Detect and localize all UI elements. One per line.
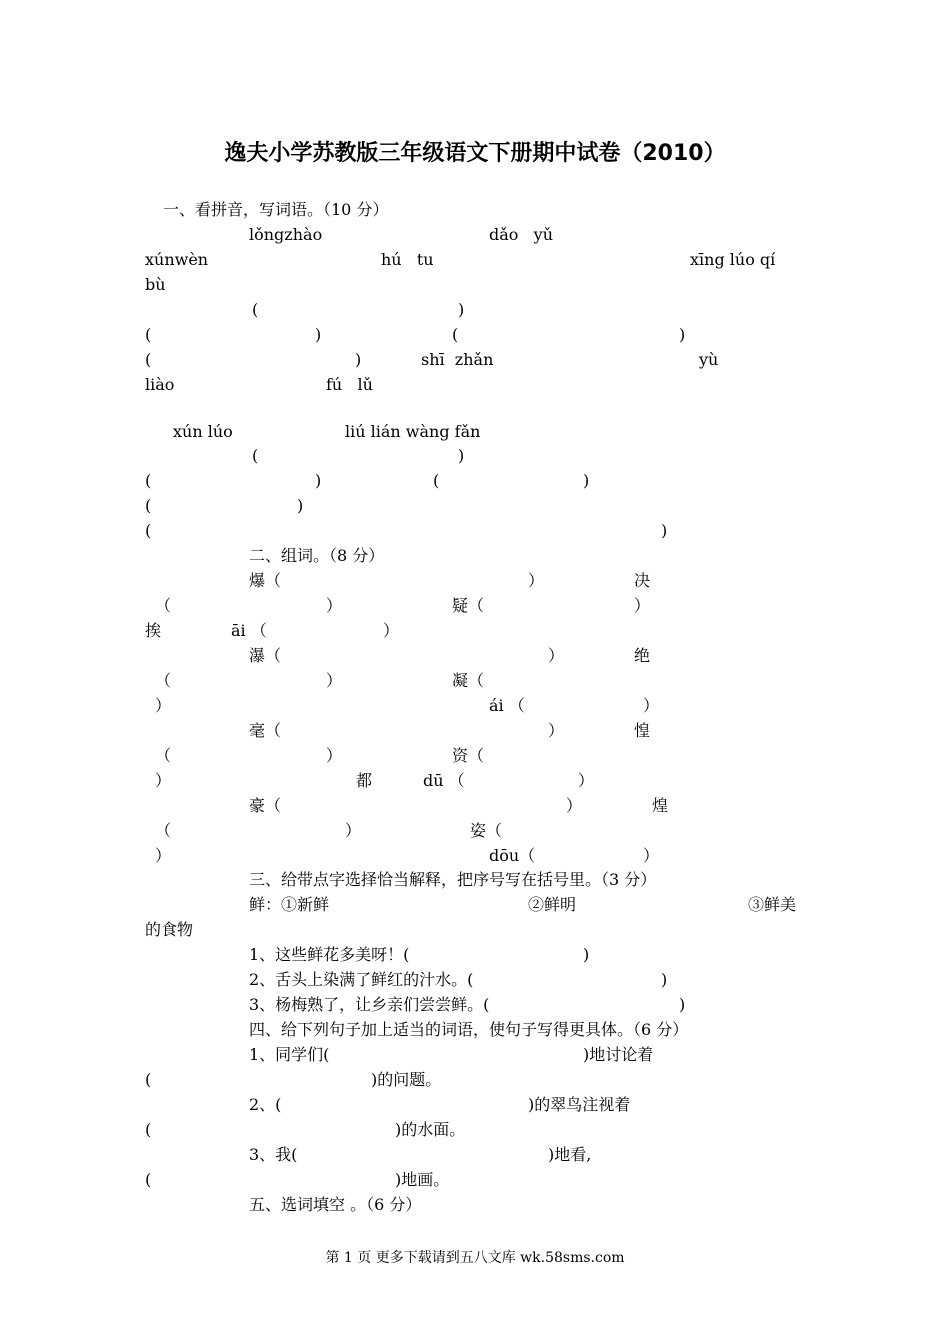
answer-paren: ） [528,571,545,590]
answer-paren: ） [643,846,660,865]
section3-q3: 3、杨梅熟了，让乡亲们尝尝鲜。( [249,995,490,1014]
answer-paren: ) [315,471,322,490]
char-zi2: 姿（ [470,821,503,840]
xian-opt3: ③鲜美 [748,895,797,914]
char-ning: 凝（ [452,671,485,690]
answer-paren: ) [355,350,362,369]
answer-paren: ） [548,646,565,665]
answer-paren: ） [155,696,172,715]
answer-paren: ） [383,621,400,640]
char-jue2: 绝 [634,646,651,665]
xian-opt3-cont: 的食物 [145,920,194,939]
answer-paren: ） [326,596,343,615]
answer-paren: ( [433,471,440,490]
answer-paren: ) [661,970,668,989]
section3-q2: 2、舌头上染满了鲜红的汁水。( [249,970,474,989]
section4-s1c: )的问题。 [371,1070,442,1089]
answer-paren: ( [145,1070,152,1089]
section4-s1a: 1、同学们( [249,1045,330,1064]
pinyin-longzhao: lǒngzhào [249,225,323,244]
pinyin-dou: dōu（ [489,846,536,865]
section3-q1: 1、这些鲜花多美呀！( [249,945,410,964]
pinyin-shizhan: shī zhǎn [421,350,494,369]
char-zi: 资（ [452,746,485,765]
char-ai1: 挨 [145,621,162,640]
section4-s3a: 3、我( [249,1145,298,1164]
page-title: 逸夫小学苏教版三年级语文下册期中试卷（2010） [224,141,726,166]
section1-heading: 一、看拼音，写词语。（10 分） [163,200,389,219]
section4-s3b: )地看, [548,1145,592,1164]
answer-paren: ( [145,496,152,515]
pinyin-daoyu: dǎo yǔ [489,225,554,244]
pinyin-liulianwangfan: liú lián wàng fǎn [345,422,481,441]
xian-opt1: 鲜：①新鲜 [249,895,330,914]
pinyin-hutu: hú tu [381,250,434,269]
section4-s1b: )地讨论着 [583,1045,654,1064]
pinyin-fulu: fú lǔ [326,375,373,394]
answer-paren: （ [155,671,172,690]
pinyin-du: dū （ [423,771,465,790]
answer-paren: ) [458,300,465,319]
char-bao: 爆（ [249,571,282,590]
page-footer: 第 1 页 更多下载请到五八文库 wk.58sms.com [325,1250,625,1266]
answer-paren: ） [578,771,595,790]
char-hao2: 豪（ [249,796,282,815]
answer-paren: ) [583,945,590,964]
answer-paren: ( [145,471,152,490]
char-hao: 毫（ [249,721,282,740]
answer-paren: ) [679,325,686,344]
char-du: 都 [356,771,373,790]
answer-paren: ） [155,846,172,865]
answer-paren: （ [155,821,172,840]
answer-paren: ( [145,1120,152,1139]
char-huang: 惶 [634,721,651,740]
answer-paren: ( [145,1170,152,1189]
answer-paren: ) [679,995,686,1014]
answer-paren: ) [297,496,304,515]
pinyin-bu: bù [145,275,166,294]
char-pu: 瀑（ [249,646,282,665]
answer-paren: ） [643,696,660,715]
answer-paren: ) [583,471,590,490]
xian-opt2: ②鲜明 [528,895,577,914]
answer-paren: ) [458,446,465,465]
section5-heading: 五、选词填空 。（6 分） [249,1195,422,1214]
section4-heading: 四、给下列句子加上适当的词语，使句子写得更具体。（6 分） [249,1020,689,1039]
answer-paren: ） [155,771,172,790]
answer-paren: ( [145,350,152,369]
section4-s2a: 2、( [249,1095,282,1114]
section4-s2b: )的翠鸟注视着 [528,1095,631,1114]
answer-paren: （ [155,746,172,765]
answer-paren: ( [252,446,259,465]
answer-paren: ） [345,821,362,840]
answer-paren: ) [315,325,322,344]
pinyin-ai2: ái （ [489,696,525,715]
answer-paren: ( [452,325,459,344]
pinyin-xingluoqi: xīng lúo qí [690,250,776,269]
section4-s3c: )地画。 [395,1170,450,1189]
pinyin-xunwen: xúnwèn [145,250,209,269]
answer-paren: ( [145,521,152,540]
pinyin-yu: yù [699,350,719,369]
answer-paren: ） [548,721,565,740]
char-jue: 决 [634,571,651,590]
answer-paren: ） [566,796,583,815]
pinyin-ai1: āi （ [231,621,267,640]
pinyin-liao: liào [145,375,175,394]
section4-s2c: )的水面。 [395,1120,466,1139]
answer-paren: ） [326,746,343,765]
answer-paren: （ [155,596,172,615]
char-huang2: 煌 [652,796,669,815]
pinyin-xunluo: xún lúo [173,422,233,441]
answer-paren: ） [634,596,651,615]
answer-paren: ( [145,325,152,344]
answer-paren: ( [252,300,259,319]
char-yi: 疑（ [452,596,485,615]
answer-paren: ） [326,671,343,690]
section2-heading: 二、组词。（8 分） [249,546,385,565]
section3-heading: 三、给带点字选择恰当解释，把序号写在括号里。（3 分） [249,870,657,889]
answer-paren: ) [661,521,668,540]
